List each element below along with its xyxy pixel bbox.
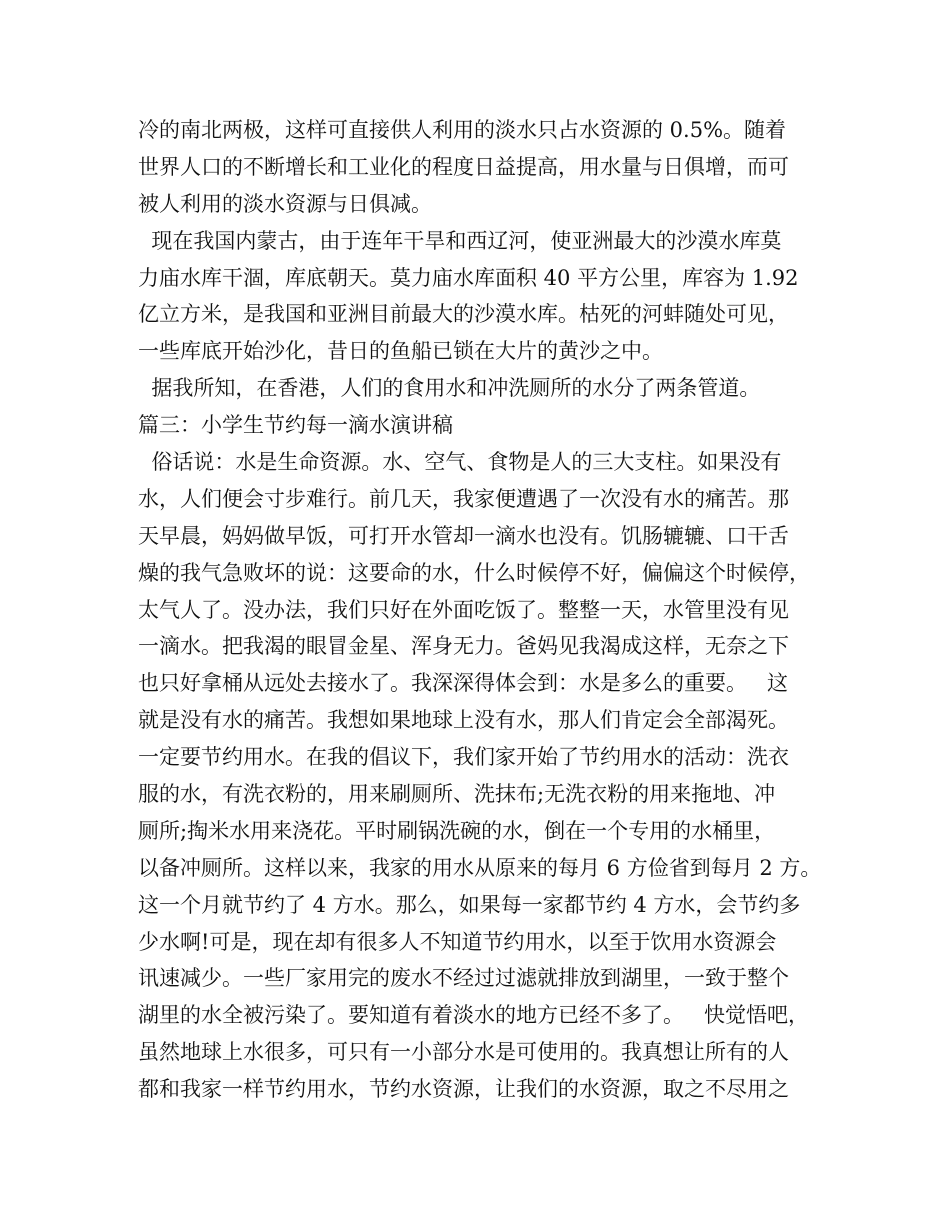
text-line: 一滴水。把我渴的眼冒金星、浑身无力。爸妈见我渴成这样，无奈之下	[138, 634, 789, 659]
text-line: 太气人了。没办法，我们只好在外面吃饭了。整整一天，水管里没有见	[138, 597, 789, 622]
text-line: 亿立方米，是我国和亚洲目前最大的沙漠水库。枯死的河蚌随处可见，	[138, 302, 789, 327]
text-line: 力庙水库干涸，库底朝天。莫力庙水库面积 40 平方公里，库容为 1.92	[138, 265, 799, 290]
text-line: 被人利用的淡水资源与日俱减。	[138, 191, 432, 216]
text-line: 都和我家一样节约用水，节约水资源，让我们的水资源，取之不尽用之	[138, 1077, 789, 1102]
text-line: 讯速减少。一些厂家用完的废水不经过过滤就排放到湖里，一致于整个	[138, 966, 789, 991]
text-line: 俗话说：水是生命资源。水、空气、食物是人的三大支柱。如果没有	[138, 450, 782, 475]
text-line: 冷的南北两极，这样可直接供人利用的淡水只占水资源的 0.5%。随着	[138, 118, 787, 142]
text-line: 现在我国内蒙古，由于连年干旱和西辽河，使亚洲最大的沙漠水库莫	[138, 228, 782, 253]
text-line: 据我所知，在香港，人们的食用水和冲洗厕所的水分了两条管道。	[138, 376, 761, 401]
text-line: 以备冲厕所。这样以来，我家的用水从原来的每月 6 方俭省到每月 2 方。	[138, 855, 822, 880]
text-line: 燥的我气急败坏的说：这要命的水，什么时候停不好，偏偏这个时候停，	[138, 560, 810, 585]
document-body	[138, 112, 822, 1108]
text-line: 世界人口的不断增长和工业化的程度日益提高，用水量与日俱增，而可	[138, 154, 789, 179]
text-line: 少水啊!可是，现在却有很多人不知道节约用水，以至于饮用水资源会	[138, 929, 777, 954]
text-line: 一些库底开始沙化，昔日的鱼船已锁在大片的黄沙之中。	[138, 339, 663, 364]
text-line: 服的水，有洗衣粉的，用来刷厕所、洗抹布;无洗衣粉的用来拖地、冲	[138, 782, 776, 807]
text-line: 就是没有水的痛苦。我想如果地球上没有水，那人们肯定会全部渴死。	[138, 708, 789, 733]
text-line: 虽然地球上水很多，可只有一小部分水是可使用的。我真想让所有的人	[138, 1040, 789, 1065]
text-line: 天早晨，妈妈做早饭，可打开水管却一滴水也没有。饥肠辘辘、口干舌	[138, 523, 789, 548]
text-line: 厕所;掏米水用来浇花。平时刷锅洗碗的水，倒在一个专用的水桶里，	[138, 818, 776, 843]
text-line: 这一个月就节约了 4 方水。那么，如果每一家都节约 4 方水，会节约多	[138, 892, 801, 917]
text-line: 也只好拿桶从远处去接水了。我深深得体会到：水是多么的重要。 这	[138, 671, 789, 696]
text-line: 一定要节约用水。在我的倡议下，我们家开始了节约用水的活动：洗衣	[138, 745, 789, 770]
section-heading: 篇三：小学生节约每一滴水演讲稿	[138, 413, 453, 438]
text-line: 湖里的水全被污染了。要知道有着淡水的地方已经不多了。 快觉悟吧，	[138, 1003, 810, 1028]
text-line: 水，人们便会寸步难行。前几天，我家便遭遇了一次没有水的痛苦。那	[138, 486, 789, 511]
